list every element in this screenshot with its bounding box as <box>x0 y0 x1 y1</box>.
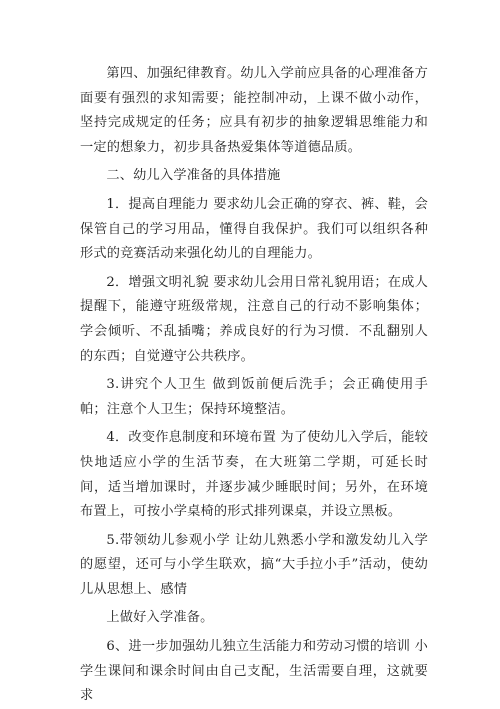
section-heading-measures: 二、幼儿入学准备的具体措施 <box>106 168 281 184</box>
paragraph-hygiene: 3.讲究个人卫生 做到饭前便后洗手；会正确使用手帕；注意个人卫生；保持环境整洁。 <box>80 377 428 417</box>
paragraph-civility: 2．增强文明礼貌 要求幼儿会用日常礼貌用语；在成人提醒下，能遵守班级常规，注意自己的行动不影响集体；学会倾听、不乱插嘴；养成良好的行为习惯．不乱翻别人的东西；自觉遵守公共秩序。 <box>80 274 428 364</box>
paragraph-school-visit-continued: 上做好入学准备。 <box>106 610 214 626</box>
paragraph-school-visit: 5.带领幼儿参观小学 让幼儿熟悉小学和激发幼儿入学的愿望，还可与小学生联欢，搞“大手拉小手”活动，使幼儿从思想上、感情 <box>80 532 428 597</box>
paragraph-independent-living: 6、进一步加强幼儿独立生活能力和劳动习惯的培训 小学生课间和课余时间由自己支配，生活需要自理，这就要求 <box>80 639 428 704</box>
paragraph-self-care: 1．提高自理能力 要求幼儿会正确的穿衣、裤、鞋，会保管自己的学习用品，懂得自我保护。我们可以组织各种形式的竞赛活动来强化幼儿的自理能力。 <box>80 196 428 262</box>
paragraph-discipline-education: 第四、加强纪律教育。幼儿入学前应具备的心理准备方面要有强烈的求知需要；能控制冲动，上课不做小动作，坚持完成规定的任务；应具有初步的抽象逻辑思维能力和一定的想象力，初步具备热爱集体等道德品质。 <box>80 66 428 155</box>
paragraph-schedule-environment: 4．改变作息制度和环境布置 为了使幼儿入学后，能较快地适应小学的生活节奏，在大班第二学期，可延长时间，适当增加课时，并逐步减少睡眠时间；另外，在环境布置上，可按小学桌椅的形式排列课桌，并设立黑板。 <box>80 430 428 520</box>
document-body <box>80 62 428 709</box>
